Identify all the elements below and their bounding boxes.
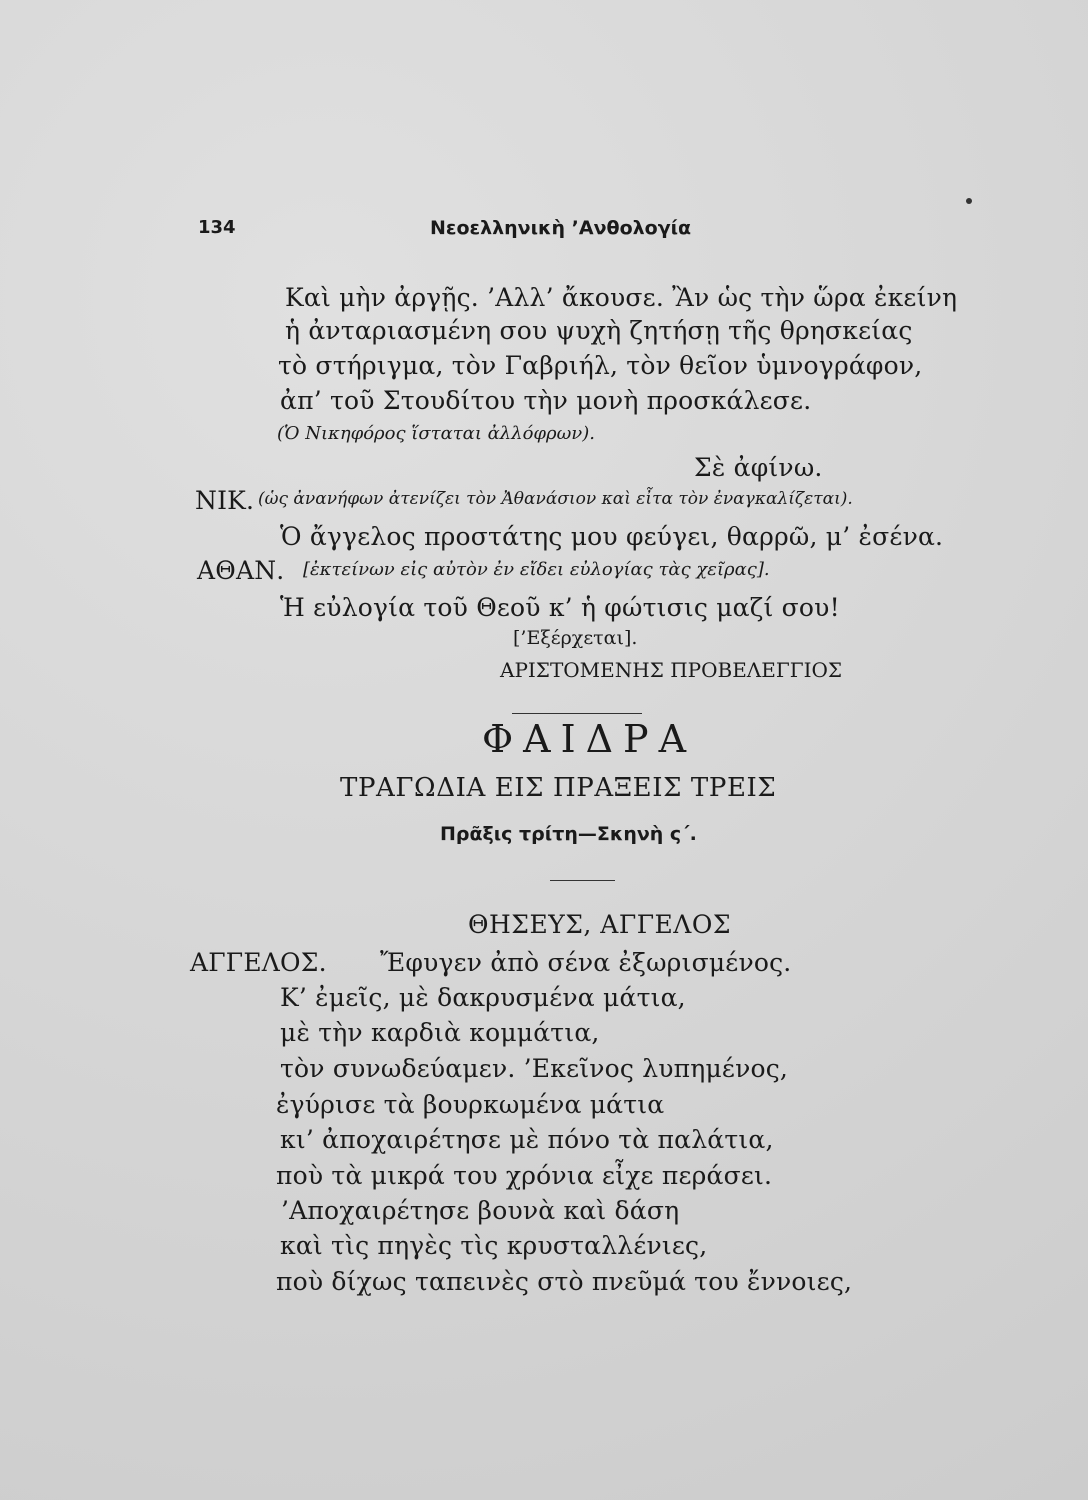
verse-line: τὸ στήριγμα, τὸν Γαβριήλ, τὸν θεῖον ὑμνογράφον,	[278, 351, 923, 380]
page-number: 134	[198, 217, 236, 238]
verse-line: ’Αποχαιρέτησε βουνὰ καὶ δάση	[281, 1196, 680, 1225]
speaker-name: ΝΙΚ.	[195, 486, 255, 515]
stage-direction: (Ὁ Νικηφόρος ἵσταται ἀλλόφρων).	[277, 423, 595, 444]
verse-line: καὶ τὶς πηγὲς τὶς κρυσταλλένιες,	[280, 1231, 708, 1260]
verse-line: κι’ ἀποχαιρέτησε μὲ πόνο τὰ παλάτια,	[280, 1125, 774, 1154]
ink-speck	[966, 198, 972, 204]
stage-direction: (ὡς ἀνανήφων ἀτενίζει τὸν Ἀθανάσιον καὶ εἶτα τὸν ἐναγκαλίζεται).	[258, 489, 853, 509]
play-subtitle: ΤΡΑΓΩΔΙΑ ΕΙΣ ΠΡΑΞΕΙΣ ΤΡΕΙΣ	[340, 773, 777, 803]
stage-direction: [ἐκτείνων εἰς αὐτὸν ἐν εἴδει εὐλογίας τὰς χεῖρας].	[303, 559, 770, 580]
scene-divider	[550, 880, 615, 881]
play-title: ΦΑΙΔΡΑ	[482, 717, 697, 761]
verse-line: Ὁ ἄγγελος προστάτης μου φεύγει, θαρρῶ, μ’ ἐσένα.	[280, 522, 944, 551]
stage-direction: [’Εξέρχεται].	[513, 627, 638, 649]
speaker-name: ΑΓΓΕΛΟΣ.	[190, 948, 327, 977]
verse-line: Ἔφυγεν ἀπὸ σένα ἐξωρισμένος.	[380, 948, 792, 977]
verse-line: Σὲ ἀφίνω.	[694, 453, 823, 482]
verse-line: μὲ τὴν καρδιὰ κομμάτια,	[280, 1018, 600, 1047]
section-divider	[512, 713, 642, 714]
verse-line: Ἡ εὐλογία τοῦ Θεοῦ κ’ ἡ φώτισις μαζί σου!	[280, 593, 840, 622]
character-list: ΘΗΣΕΥΣ, ΑΓΓΕΛΟΣ	[468, 910, 732, 939]
verse-line: ποὺ δίχως ταπεινὲς στὸ πνεῦμά του ἔννοιες,	[276, 1267, 853, 1296]
verse-line: ποὺ τὰ μικρά του χρόνια εἶχε περάσει.	[276, 1161, 773, 1190]
running-title: Νεοελληνικὴ ’Ανθολογία	[430, 217, 692, 239]
verse-line: ἡ ἀνταριασμένη σου ψυχὴ ζητήσῃ τῆς θρησκείας	[285, 316, 913, 345]
verse-line: ἐγύρισε τὰ βουρκωμένα μάτια	[276, 1090, 665, 1119]
act-scene: Πρᾶξις τρίτη—Σκηνὴ ς΄.	[440, 823, 697, 845]
verse-line: Κ’ ἐμεῖς, μὲ δακρυσμένα μάτια,	[280, 983, 686, 1012]
verse-line: Καὶ μὴν ἀργῇς. ’Αλλ’ ἄκουσε. Ἂν ὡς τὴν ὥρα ἐκείνη	[285, 283, 958, 312]
author-name: ΑΡΙΣΤΟΜΕΝΗΣ ΠΡΟΒΕΛΕΓΓΙΟΣ	[500, 658, 843, 682]
verse-line: τὸν συνωδεύαμεν. ’Εκεῖνος λυπημένος,	[280, 1054, 789, 1083]
verse-line: ἀπ’ τοῦ Στουδίτου τὴν μονὴ προσκάλεσε.	[280, 386, 812, 415]
speaker-name: ΑΘΑΝ.	[197, 556, 285, 585]
